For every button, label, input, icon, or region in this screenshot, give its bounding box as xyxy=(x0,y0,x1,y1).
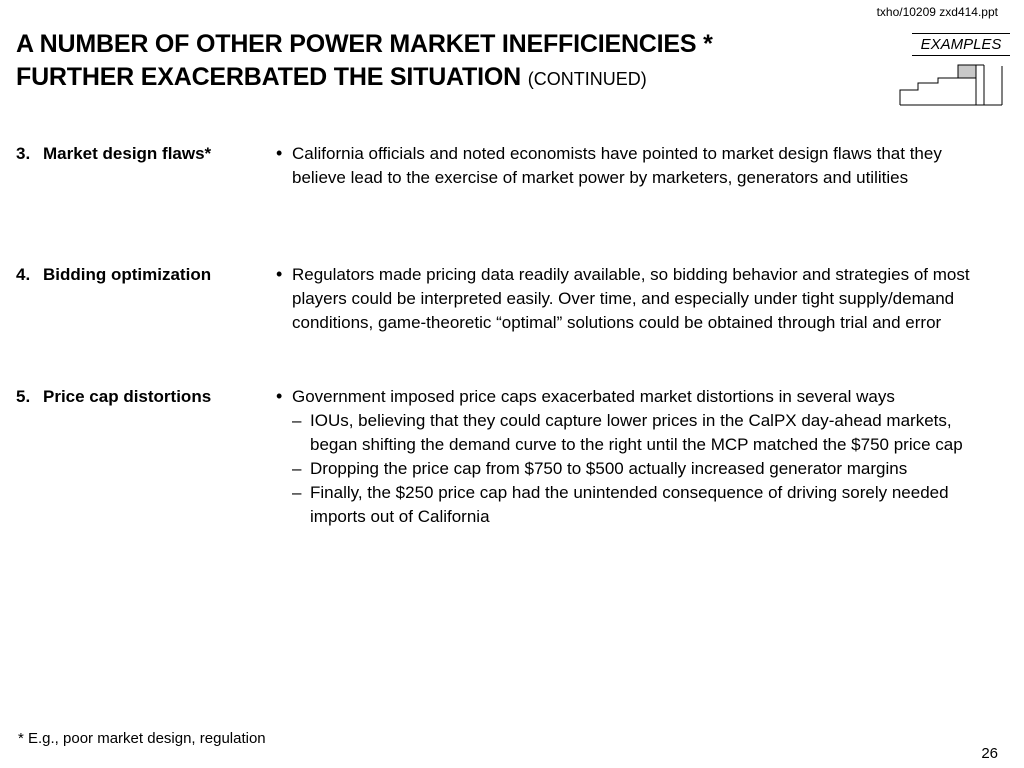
footnote: * E.g., poor market design, regulation xyxy=(18,730,266,747)
page-number: 26 xyxy=(981,745,998,762)
dash-icon: – xyxy=(292,459,302,478)
item-text-block xyxy=(292,385,992,529)
title-line-2: FURTHER EXACERBATED THE SITUATION xyxy=(16,63,521,91)
item-label: Market design flaws* xyxy=(43,144,212,163)
item-text: California officials and noted economists have pointed to market design flaws that they believe lead to the exercise of market power by marketers, generators and utilities xyxy=(292,144,942,187)
item-text: Regulators made pricing data readily available, so bidding behavior and strategies of most players could be interpreted easily. Over time, and especially under tight supply/demand conditions, game-theoretic “optimal” solutions could be obtained through trial and error xyxy=(292,265,970,332)
title-line-1: A NUMBER OF OTHER POWER MARKET INEFFICIENCIES * xyxy=(16,30,713,58)
item-number: 3. xyxy=(16,144,31,163)
sub-bullet-text: Finally, the $250 price cap had the unintended consequence of driving sorely needed imports out of California xyxy=(310,483,949,526)
item-number: 5. xyxy=(16,387,31,406)
examples-tag: EXAMPLES xyxy=(912,33,1010,56)
sub-bullet xyxy=(292,409,992,457)
bullet-icon: • xyxy=(276,386,283,406)
item-label: Price cap distortions xyxy=(43,387,212,406)
sub-bullet xyxy=(292,481,992,529)
item-number: 4. xyxy=(16,265,31,284)
sub-bullet-list xyxy=(292,409,992,529)
bullet-icon: • xyxy=(276,143,283,163)
sub-bullet-text: IOUs, believing that they could capture lower prices in the CalPX day-ahead markets, began shifting the demand curve to the right until the MCP matched the $750 price cap xyxy=(310,411,963,454)
dash-icon: – xyxy=(292,483,302,502)
file-reference: txho/10209 zxd414.ppt xyxy=(876,5,998,19)
slide-title xyxy=(16,28,876,96)
item-label: Bidding optimization xyxy=(43,265,212,284)
dash-icon: – xyxy=(292,411,302,430)
staircase-icon xyxy=(898,62,1006,108)
bullet-icon: • xyxy=(276,264,283,284)
item-text: Government imposed price caps exacerbated market distortions in several ways xyxy=(292,387,895,406)
sub-bullet-text: Dropping the price cap from $750 to $500 actually increased generator margins xyxy=(310,459,908,478)
title-suffix: (CONTINUED) xyxy=(527,69,647,89)
sub-bullet xyxy=(292,457,992,481)
